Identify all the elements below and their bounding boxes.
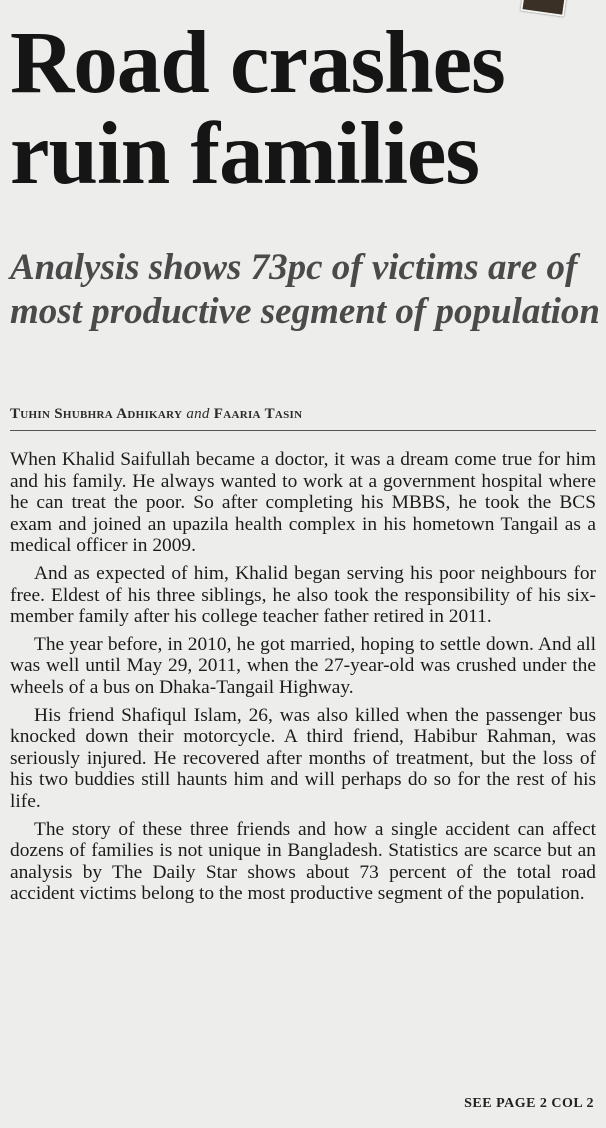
byline-conjunction: and	[186, 406, 210, 422]
paragraph-4: His friend Shafiqul Islam, 26, was also killed when the passenger bus knocked down their motorcycle. A third friend, Habibur Rahman, was seriously injured. He recovered after months of treatment, but the loss of his two buddies still haunts him and will perhaps do so for the rest of his life.	[10, 704, 596, 812]
byline-author-2: Faaria Tasin	[213, 406, 303, 422]
byline-author-1: Tuhin Shubhra Adhikary	[10, 406, 183, 422]
paragraph-2: And as expected of him, Khalid began serving his poor neighbours for free. Eldest of his three siblings, he also took the responsibility of his six-member family after his college teacher father retired in 2011.	[10, 562, 596, 628]
paragraph-1: When Khalid Saifullah became a doctor, it was a dream come true for him and his family. He always wanted to work at a government hospital where he can treat the poor. So after completing his MBBS, he took the BCS exam and joined an upazila health complex in his hometown Tangail as a medical officer in 2009.	[10, 449, 596, 557]
paragraph-5: The story of these three friends and how a single accident can affect dozens of families is not unique in Bangladesh. Statistics are scarce but an analysis by The Daily Star shows about 73 percent of the total road accident victims belong to the most productive segment of the population.	[10, 818, 596, 905]
byline-divider	[10, 430, 596, 431]
paragraph-3: The year before, in 2010, he got married, hoping to settle down. And all was well until May 29, 2011, when the 27-year-old was crushed under the wheels of a bus on Dhaka-Tangail Highway.	[10, 633, 596, 698]
byline	[10, 406, 302, 423]
headline: Road crashes ruin families	[10, 14, 505, 203]
continued-on-page-label: SEE PAGE 2 COL 2	[464, 1096, 594, 1111]
article-body	[10, 449, 596, 911]
corner-photo-fragment	[520, 0, 567, 17]
subheadline: Analysis shows 73pc of victims are of most productive segment of population	[10, 247, 600, 332]
